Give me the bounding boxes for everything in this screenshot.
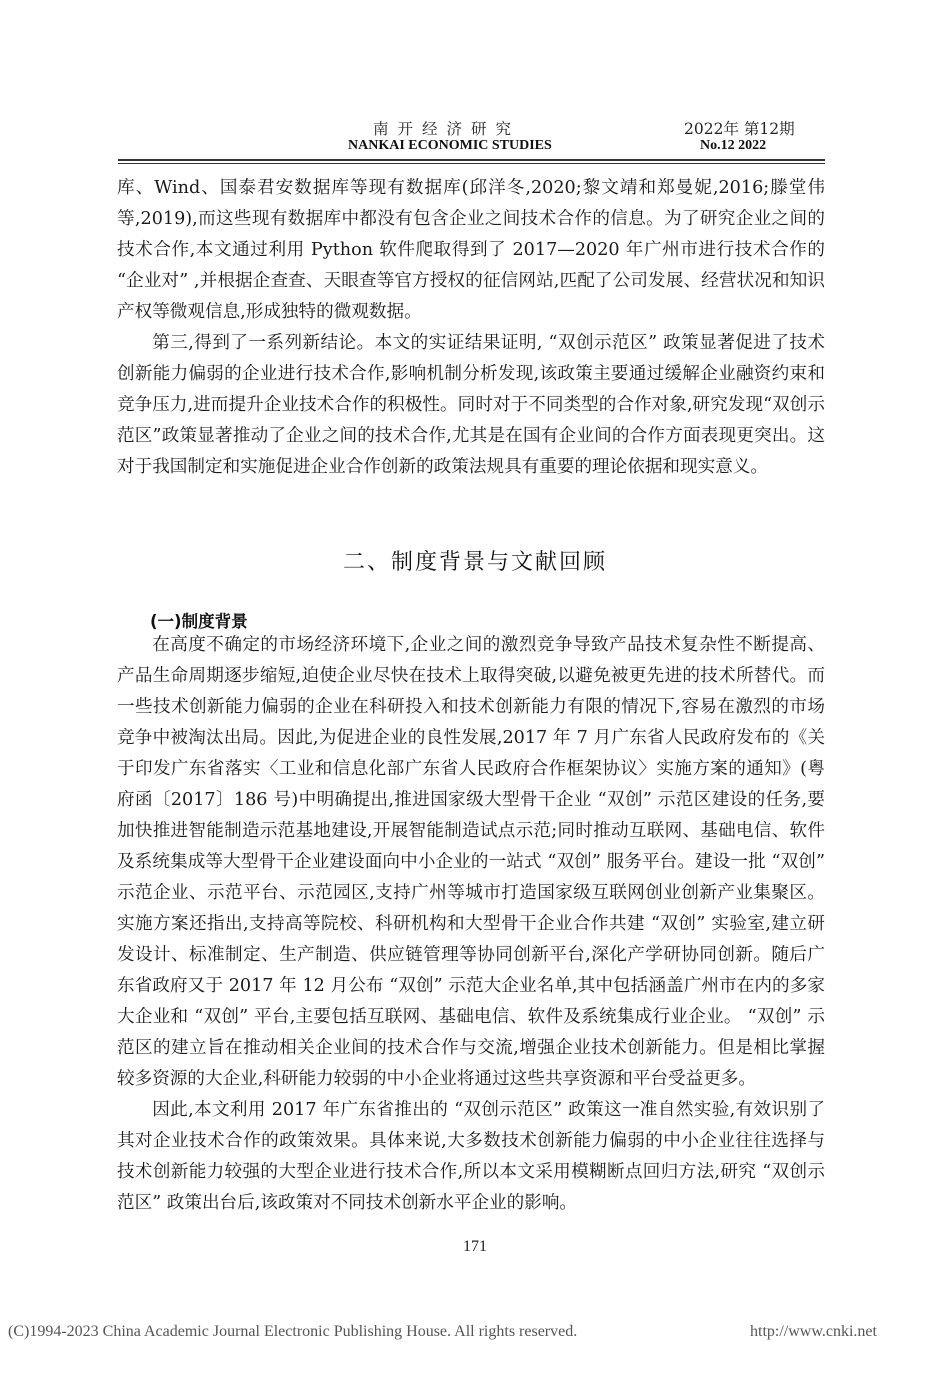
journal-title-cn: 南开经济研究 — [373, 120, 521, 138]
issue-label-en: No.12 2022 — [700, 138, 767, 153]
paragraph: 因此,本文利用 2017 年广东省推出的 “双创示范区” 政策这一准自然实验,有效识别了其对企业技术合作的政策效果。具体来说,大多数技术创新能力偏弱的中小企业往往选择与技术创新能力较强的大型企业进行技术合作,所以本文采用模糊断点回归方法,研究 “双创示范区” 政策出台后,该政策对不同技术创新水平企业的影响。 — [117, 1100, 825, 1213]
paragraph: 在高度不确定的市场经济环境下,企业之间的激烈竞争导致产品技术复杂性不断提高、产品生命周期逐步缩短,迫使企业尽快在技术上取得突破,以避免被更先进的技术所替代。而一些技术创新能力偏弱的企业在科研投入和技术创新能力有限的情况下,容易在激烈的市场竞争中被淘汰出局。因此,为促进企业的良性发展,2017 年 7 月广东省人民政府发布的《关于印发广东省落实〈工业和信息化部广东省人民政府合作框架协议〉实施方案的通知》(粤府函〔2017〕186 号)中明确提出,推进国家级大型骨干企业 “双创” 示范区建设的任务,要加快推进智能制造示范基地建设,开展智能制造试点示范;同时推动互联网、基础电信、软件及系统集成等大型骨干企业建设面向中小企业的一站式 “双创” 服务平台。建设一批 “双创” 示范企业、示范平台、示范园区,支持广州等城市打造国家级互联网创业创新产业集聚区。实施方案还指出,支持高等院校、科研机构和大型骨干企业合作共建 “双创” 实验室,建立研发设计、标准制定、生产制造、供应链管理等协同创新平台,深化产学研协同创新。随后广东省政府又于 2017 年 12 月公布 “双创” 示范大企业名单,其中包括涵盖广州市在内的多家大企业和 “双创” 平台,主要包括互联网、基础电信、软件及系统集成行业企业。 “双创” 示范区的建立旨在推动相关企业间的技术合作与交流,增强企业技术创新能力。但是相比掌握较多资源的大企业,科研能力较弱的中小企业将通过这些共享资源和平台受益更多。 — [117, 635, 825, 1089]
paragraph: 第三,得到了一系列新结论。本文的实证结果证明, “双创示范区” 政策显著促进了技术创新能力偏弱的企业进行技术合作,影响机制分析发现,该政策主要通过缓解企业融资约束和竞争压力,进而提升企业技术合作的积极性。同时对于不同类型的合作对象,研究发现“双创示范区”政策显著推动了企业之间的技术合作,尤其是在国有企业间的合作方面表现更突出。这对于我国制定和实施促进企业合作创新的政策法规具有重要的理论依据和现实意义。 — [117, 333, 825, 477]
issue-label-cn: 2022年 第12期 — [684, 120, 795, 138]
journal-title-en: NANKAI ECONOMIC STUDIES — [348, 138, 552, 153]
body-text-bottom — [117, 630, 825, 1219]
header-rule — [118, 159, 825, 164]
paragraph: 库、Wind、国泰君安数据库等现有数据库(邱洋冬,2020;黎文靖和郑曼妮,2016;滕堂伟等,2019),而这些现有数据库中都没有包含企业之间技术合作的信息。为了研究企业之间的技术合作,本文通过利用 Python 软件爬取得到了 2017—2020 年广州市进行技术合作的 “企业对” ,并根据企查查、天眼查等官方授权的征信网站,匹配了公司发展、经营状况和知识产权等微观信息,形成独特的微观数据。 — [117, 178, 825, 322]
body-text-top — [117, 173, 825, 483]
subsection-title: (一)制度背景 — [150, 612, 248, 631]
footer-url: http://www.cnki.net — [750, 1323, 877, 1340]
page-number: 171 — [463, 1238, 487, 1255]
section-title: 二、制度背景与文献回顾 — [342, 550, 607, 575]
copyright-footer: (C)1994-2023 China Academic Journal Electronic Publishing House. All rights reserved. — [8, 1323, 578, 1340]
